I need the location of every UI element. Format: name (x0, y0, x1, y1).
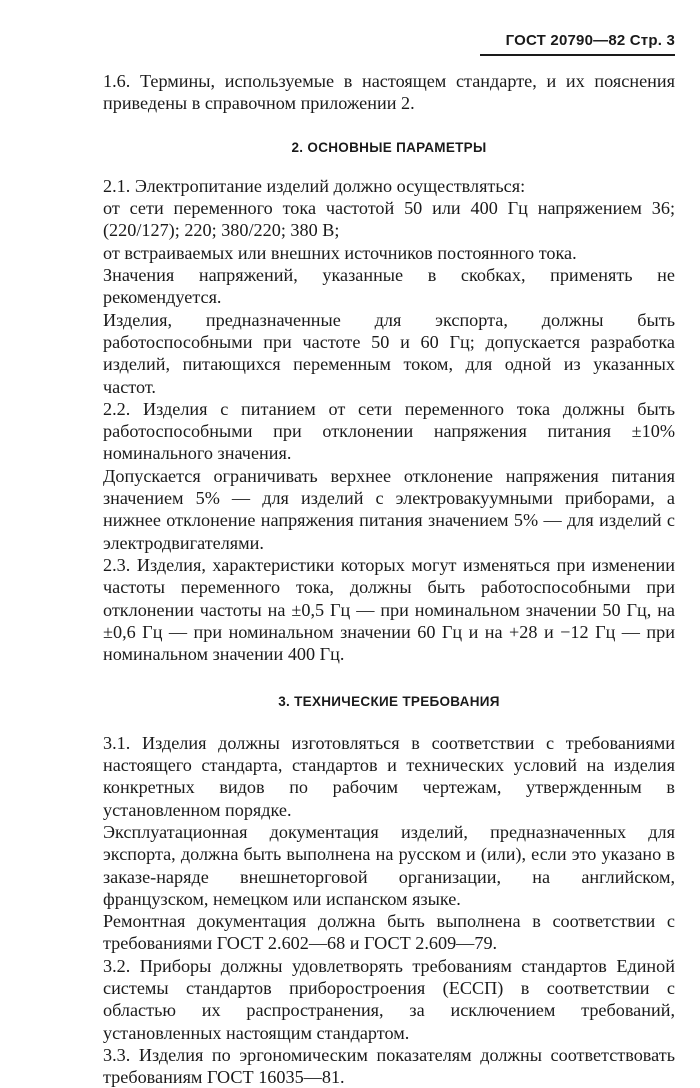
section-heading-3: 3. ТЕХНИЧЕСКИЕ ТРЕБОВАНИЯ (278, 694, 500, 710)
clause-3-1-repair-docs: Ремонтная документация должна быть выполнена в соответствии с требованиями ГОСТ 2.602—68 и ГОСТ 2.609—79. (103, 911, 675, 954)
clause-2-1-note: Значения напряжений, указанные в скобках, применять не рекомендуется. (103, 265, 675, 308)
clause-3-1: 3.1. Изделия должны изготовляться в соответствии с требованиями настоящего стандарта, стандартов и технических условий на изделия конкретных видов по рабочим чертежам, утвержденным в установленном порядке. (103, 732, 675, 820)
clause-2-1-ac: от сети переменного тока частотой 50 или 400 Гц напряжением 36; (220/127); 220; 380/220; 380 В; (103, 198, 675, 241)
section-heading-2: 2. ОСНОВНЫЕ ПАРАМЕТРЫ (291, 139, 487, 155)
clause-2-2-deviation: Допускается ограничивать верхнее отклонение напряжения питания значением 5% — для изделий с электровакуумными приборами, а нижнее отклонение напряжения питания значением 5% — для изделий с электродвигателями. (103, 465, 675, 553)
header-rule (480, 54, 675, 56)
clause-2-1-export: Изделия, предназначенные для экспорта, должны быть работоспособными при частоте 50 и 60 Гц; допускается разработка изделий, питающихся переменным током, для одной из указанных частот. (103, 309, 675, 397)
document-body (103, 70, 675, 1088)
clause-3-3: 3.3. Изделия по эргономическим показателям должны соответствовать требованиям ГОСТ 16035—81. (103, 1044, 675, 1088)
clause-2-2: 2.2. Изделия с питанием от сети переменного тока должны быть работоспособными при отклонении напряжения питания ±10% номинального значения. (103, 398, 675, 464)
clause-2-1-dc: от встраиваемых или внешних источников постоянного тока. (103, 242, 577, 263)
clause-2-3: 2.3. Изделия, характеристики которых могут изменяться при изменении частоты переменного тока, должны быть работоспособными при отклонении частоты на ±0,5 Гц — при номинальном значении 50 Гц, на ±0,6 Гц — при номинальном значении 60 Гц и на +28 и −12 Гц — при номинальном значении 400 Гц. (103, 554, 675, 665)
clause-3-2: 3.2. Приборы должны удовлетворять требованиям стандартов Единой системы стандартов приборостроения (ЕССП) в соответствии с областью их распространения, за исключением требований, установленных настоящим стандартом. (103, 955, 675, 1043)
clause-1-6: 1.6. Термины, используемые в настоящем стандарте, и их пояснения приведены в справочном приложении 2. (103, 71, 675, 114)
clause-2-1: 2.1. Электропитание изделий должно осуществляться: (103, 175, 526, 196)
page-header: ГОСТ 20790—82 Стр. 3 (505, 32, 675, 49)
clause-3-1-export-docs: Эксплуатационная документация изделий, предназначенных для экспорта, должна быть выполнена на русском и (или), если это указано в заказе-наряде внешнеторговой организации, на английском, французском, немецком или испанском языке. (103, 821, 675, 909)
